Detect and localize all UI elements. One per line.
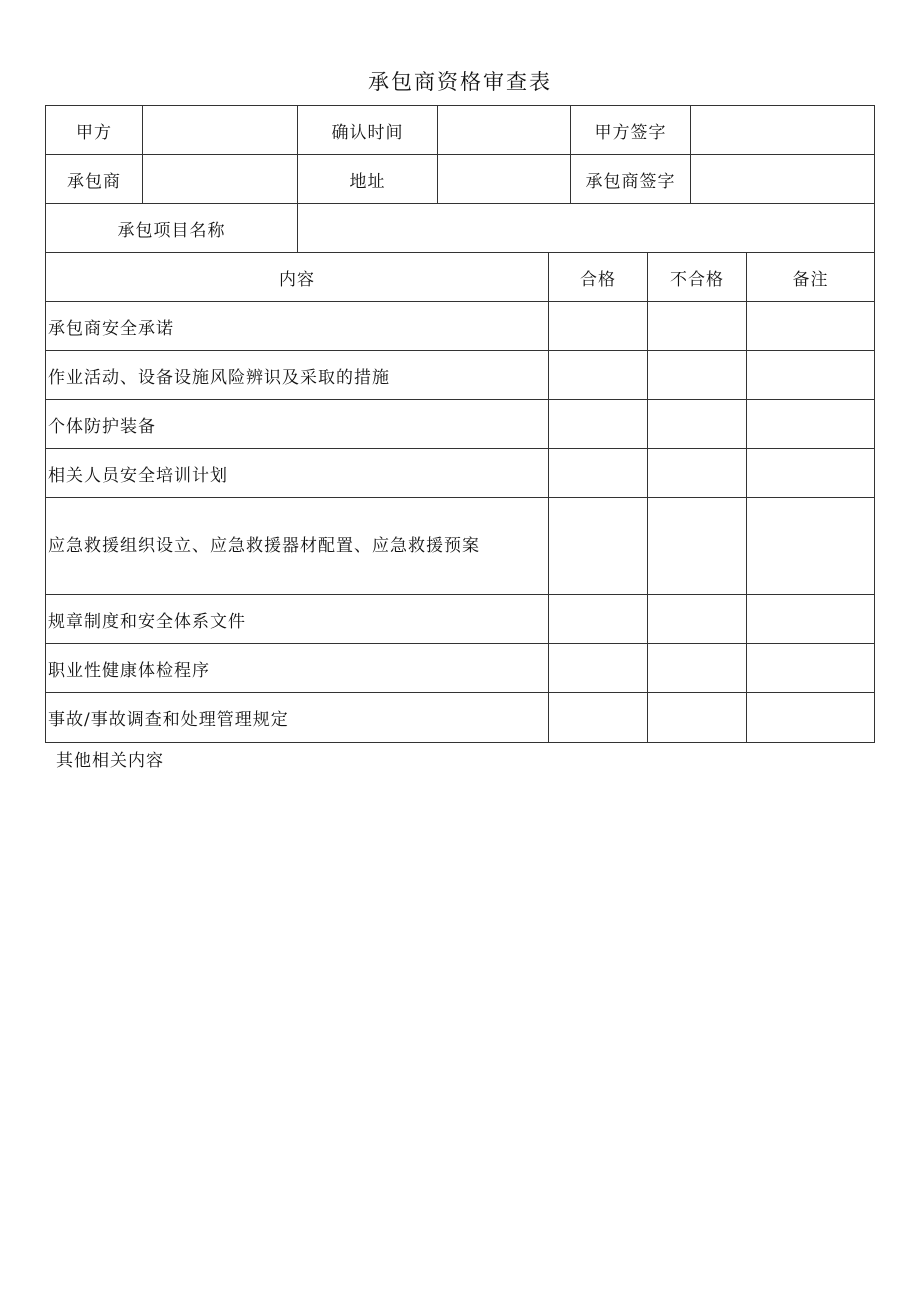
fail-cell[interactable]	[648, 302, 747, 351]
column-header-row	[46, 253, 875, 302]
pass-cell[interactable]	[549, 449, 648, 498]
item-label: 应急救援组织设立、应急救援器材配置、应急救援预案	[46, 498, 549, 595]
item-label: 职业性健康体检程序	[46, 644, 549, 693]
header-row-project	[46, 204, 875, 253]
party-a-value[interactable]	[143, 106, 298, 155]
project-name-label: 承包项目名称	[46, 204, 298, 253]
fail-cell[interactable]	[648, 498, 747, 595]
other-content-note: 其他相关内容	[56, 751, 164, 771]
remark-cell[interactable]	[747, 498, 875, 595]
address-label: 地址	[298, 155, 438, 204]
fail-cell[interactable]	[648, 693, 747, 743]
column-header-content: 内容	[46, 253, 549, 302]
contractor-sign-label: 承包商签字	[571, 155, 691, 204]
remark-cell[interactable]	[747, 449, 875, 498]
pass-cell[interactable]	[549, 400, 648, 449]
table-row	[46, 302, 875, 351]
remark-cell[interactable]	[747, 351, 875, 400]
column-header-remark: 备注	[747, 253, 875, 302]
remark-cell[interactable]	[747, 644, 875, 693]
qualification-review-table	[45, 105, 875, 743]
party-a-sign-value[interactable]	[691, 106, 875, 155]
address-value[interactable]	[438, 155, 571, 204]
header-row-party-a	[46, 106, 875, 155]
table-row	[46, 498, 875, 595]
table-row	[46, 693, 875, 743]
party-a-label: 甲方	[46, 106, 143, 155]
fail-cell[interactable]	[648, 400, 747, 449]
contractor-label: 承包商	[46, 155, 143, 204]
party-a-sign-label: 甲方签字	[571, 106, 691, 155]
header-row-contractor	[46, 155, 875, 204]
remark-cell[interactable]	[747, 302, 875, 351]
pass-cell[interactable]	[549, 595, 648, 644]
column-header-pass: 合格	[549, 253, 648, 302]
document-title: 承包商资格审查表	[368, 70, 552, 94]
pass-cell[interactable]	[549, 498, 648, 595]
fail-cell[interactable]	[648, 351, 747, 400]
pass-cell[interactable]	[549, 644, 648, 693]
table-row	[46, 449, 875, 498]
column-header-fail: 不合格	[648, 253, 747, 302]
table-row	[46, 644, 875, 693]
remark-cell[interactable]	[747, 693, 875, 743]
confirm-time-label: 确认时间	[298, 106, 438, 155]
confirm-time-value[interactable]	[438, 106, 571, 155]
remark-cell[interactable]	[747, 400, 875, 449]
fail-cell[interactable]	[648, 449, 747, 498]
item-label: 个体防护装备	[46, 400, 549, 449]
item-label: 承包商安全承诺	[46, 302, 549, 351]
table-row	[46, 400, 875, 449]
table-row	[46, 595, 875, 644]
item-label: 作业活动、设备设施风险辨识及采取的措施	[46, 351, 549, 400]
contractor-value[interactable]	[143, 155, 298, 204]
pass-cell[interactable]	[549, 351, 648, 400]
fail-cell[interactable]	[648, 644, 747, 693]
item-label: 事故/事故调查和处理管理规定	[46, 693, 549, 743]
item-label: 相关人员安全培训计划	[46, 449, 549, 498]
item-label: 规章制度和安全体系文件	[46, 595, 549, 644]
pass-cell[interactable]	[549, 693, 648, 743]
fail-cell[interactable]	[648, 595, 747, 644]
pass-cell[interactable]	[549, 302, 648, 351]
table-row	[46, 351, 875, 400]
project-name-value[interactable]	[298, 204, 875, 253]
remark-cell[interactable]	[747, 595, 875, 644]
contractor-sign-value[interactable]	[691, 155, 875, 204]
